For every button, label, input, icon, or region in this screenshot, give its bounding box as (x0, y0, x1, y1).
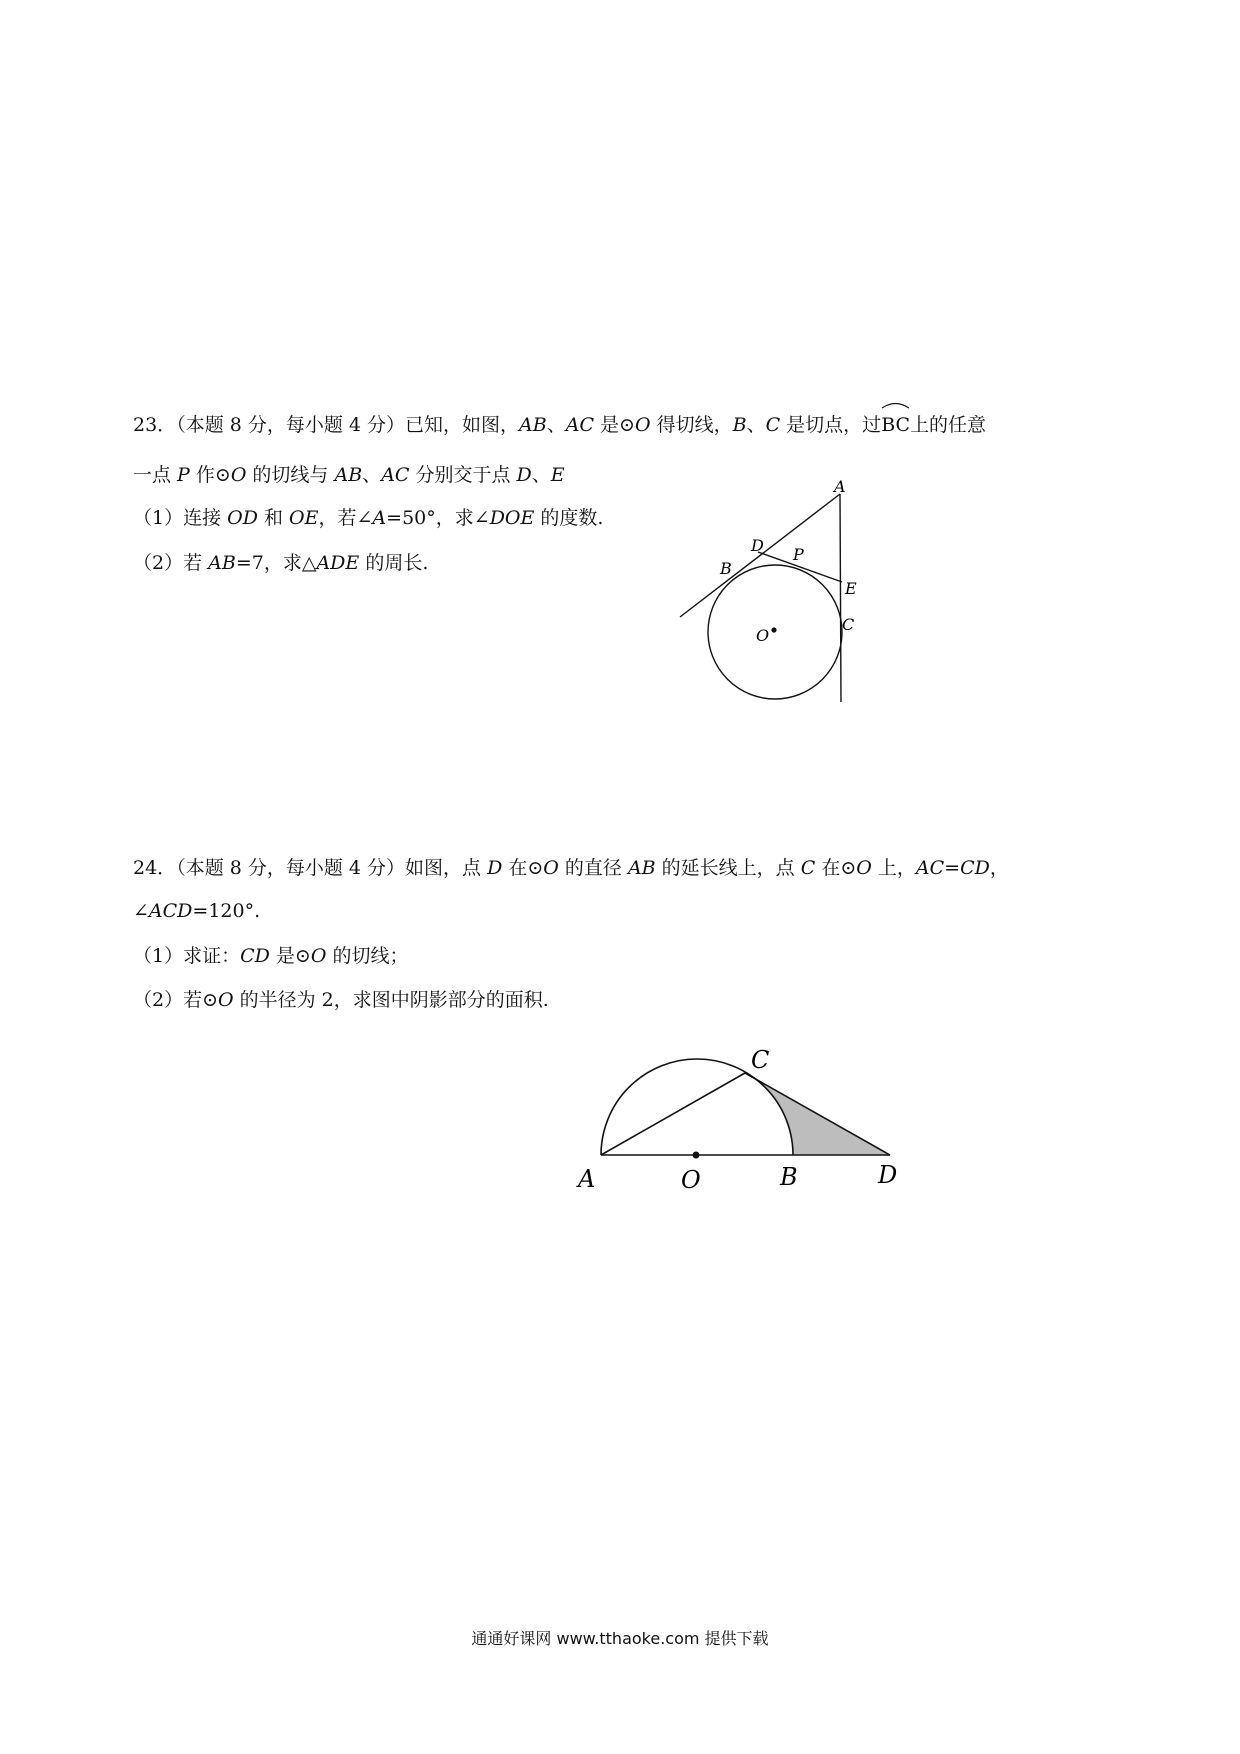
label-d: D (878, 1161, 898, 1189)
label-b: B (780, 1163, 798, 1191)
label-e: E (845, 579, 857, 598)
label-a: A (834, 477, 846, 496)
label-d: D (751, 536, 764, 555)
tangent-line-ac (840, 494, 841, 702)
center-dot-o (693, 1152, 700, 1159)
q24-sub1: （1）求证：CD 是⊙O 的切线； (133, 945, 409, 967)
q23-sub2: （2）若 AB=7，求△ADE 的周长. (133, 552, 429, 574)
center-dot-o (771, 627, 776, 632)
q24-sub2: （2）若⊙O 的半径为 2，求图中阴影部分的面积. (133, 989, 549, 1011)
q23-points-note: （本题 8 分，每小题 4 分） (176, 414, 406, 436)
q24-figure (560, 1040, 920, 1200)
label-c: C (751, 1046, 770, 1074)
q23-stem-line1: 23．（本题 8 分，每小题 4 分）已知，如图，AB、AC 是⊙O 得切线，B、C 是切点，过 BC上的任意 (133, 412, 986, 438)
tangent-line-ab (680, 494, 840, 617)
footer-credit: 通通好课网 www.tthaoke.com 提供下载 (471, 1629, 769, 1648)
q24-number: 24． (133, 857, 177, 879)
q24-stem-line2: ∠ACD=120°. (133, 900, 261, 922)
q24-points-note: （本题 8 分，每小题 4 分） (176, 857, 406, 879)
label-b: B (720, 559, 732, 578)
q23-stem-line2: 一点 P 作⊙O 的切线与 AB、AC 分别交于点 D、E (133, 464, 565, 486)
q23-sub1: （1）连接 OD 和 OE，若∠A=50°，求∠DOE 的度数. (133, 507, 604, 529)
q24-stem-line1: 24．（本题 8 分，每小题 4 分）如图，点 D 在⊙O 的直径 AB 的延长线上，点 C 在⊙O 上，AC=CD， (133, 857, 1009, 879)
q23-figure (660, 470, 900, 710)
label-o: O (756, 626, 770, 645)
label-a: A (578, 1165, 596, 1193)
q23-number: 23． (133, 414, 177, 436)
arc-bc: BC (881, 412, 910, 438)
label-o: O (681, 1166, 701, 1194)
segment-ac (601, 1073, 745, 1155)
label-p: P (793, 545, 804, 564)
label-c: C (842, 615, 855, 634)
